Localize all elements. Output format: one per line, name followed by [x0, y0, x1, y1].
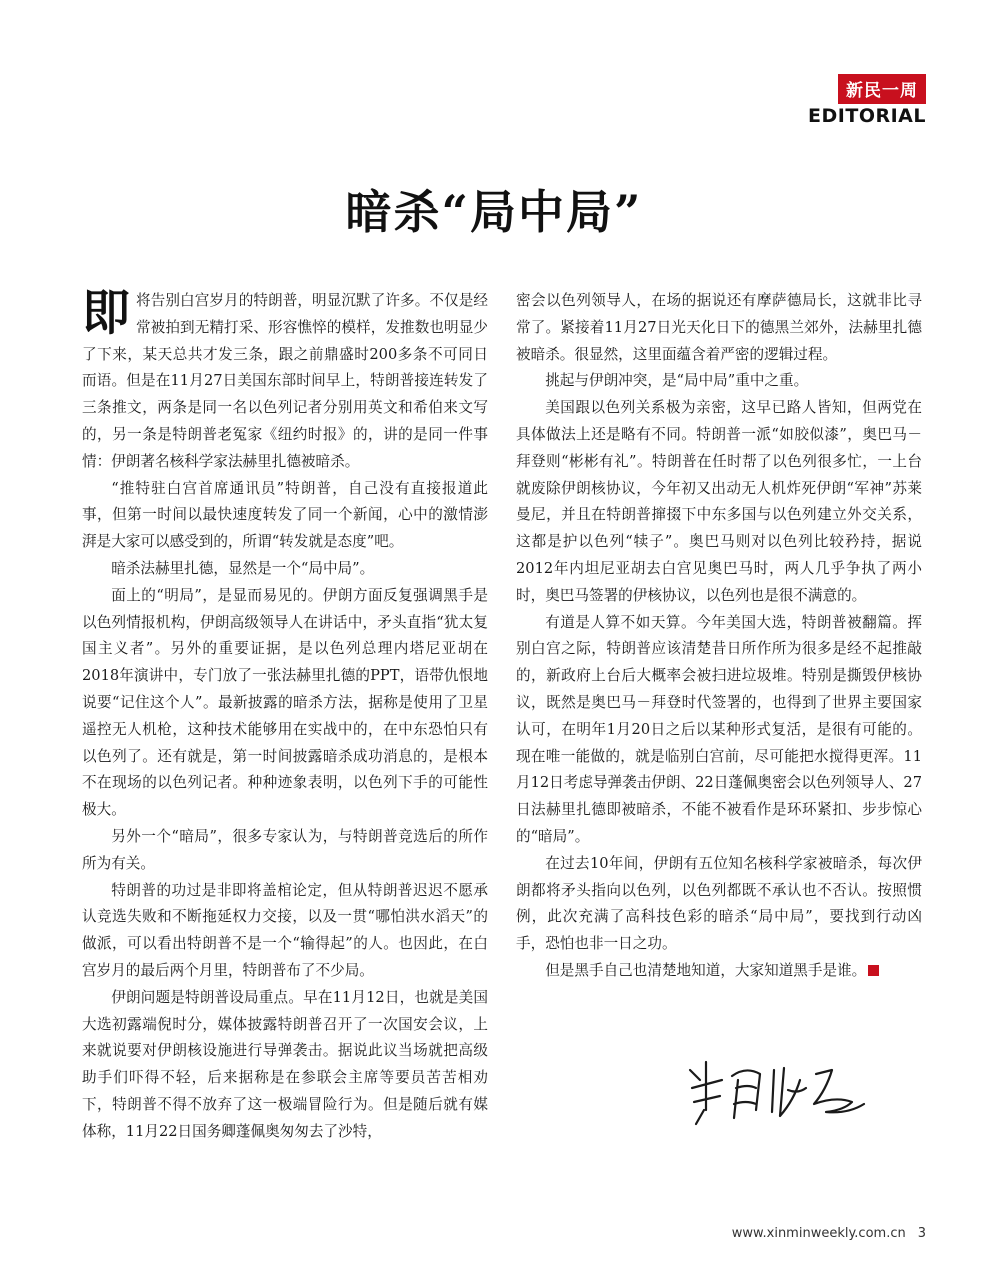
drop-cap: 即	[82, 285, 131, 341]
masthead	[806, 74, 926, 127]
article-paragraph-text: 将告别白宫岁月的特朗普，明显沉默了许多。不仅是经常被拍到无精打采、形容憔悴的模样，发推数也明显少了下来，某天总共才发三条，跟之前鼎盛时200多条不可同日而语。但是在11月27日美国东部时间早上，特朗普接连转发了三条推文，两条是同一名以色列记者分别用英文和希伯来文写的，另一条是特朗普老冤家《纽约时报》的，讲的是同一件事情：伊朗著名核科学家法赫里扎德被暗杀。	[82, 292, 488, 470]
article-paragraph: 挑起与伊朗冲突，是“局中局”重中之重。	[545, 372, 809, 390]
page-footer	[732, 1226, 926, 1241]
author-signature	[676, 1040, 876, 1140]
end-mark-icon: 民	[868, 965, 879, 976]
article-column-left	[82, 285, 488, 1146]
article-paragraph: 暗杀法赫里扎德，显然是一个“局中局”。	[111, 559, 375, 577]
page-number: 3	[917, 1226, 926, 1241]
article-paragraph: 密会以色列领导人，在场的据说还有摩萨德局长，这就非比寻常了。紧接着11月27日光天化日下的德黑兰郊外，法赫里扎德被暗杀。很显然，这里面蕴含着严密的逻辑过程。	[516, 292, 922, 363]
article-paragraph: 美国跟以色列关系极为亲密，这早已路人皆知，但两党在具体做法上还是略有不同。特朗普一派“如胶似漆”，奥巴马－拜登则“彬彬有礼”。特朗普在任时帮了以色列很多忙，一上台就废除伊朗核协议，今年初又出动无人机炸死伊朗“军神”苏莱曼尼，并且在特朗普撺掇下中东多国与以色列建立外交关系，这都是护以色列“犊子”。奥巴马则对以色列比较矜持，据说2012年内坦尼亚胡去白宫见奥巴马时，两人几乎争执了两小时，奥巴马签署的伊核协议，以色列也是很不满意的。	[516, 399, 922, 604]
article-paragraph: 在过去10年间，伊朗有五位知名核科学家被暗杀，每次伊朗都将矛头指向以色列，以色列都既不承认也不否认。按照惯例，此次充满了高科技色彩的暗杀“局中局”，要找到行动凶手，恐怕也非一日之功。	[516, 854, 922, 953]
article-paragraph: 面上的“明局”，是显而易见的。伊朗方面反复强调黑手是以色列情报机构，伊朗高级领导人在讲话中，矛头直指“犹太复国主义者”。另外的重要证据，是以色列总理内塔尼亚胡在2018年演讲中，专门放了一张法赫里扎德的PPT，语带仇恨地说要“记住这个人”。最新披露的暗杀方法，据称是使用了卫星遥控无人机枪，这种技术能够用在实战中的，在中东恐怕只有以色列了。还有就是，第一时间披露暗杀成功消息的，是根本不在现场的以色列记者。种种迹象表明，以色列下手的可能性极大。	[82, 586, 488, 819]
article-column-right	[516, 288, 922, 985]
article-paragraph	[82, 285, 488, 476]
article-paragraph: 有道是人算不如天算。今年美国大选，特朗普被翻篇。挥别白宫之际，特朗普应该清楚昔日所作所为很多是经不起推敲的，新政府上台后大概率会被扫进垃圾堆。特别是撕毁伊核协议，既然是奥巴马－拜登时代签署的，也得到了世界主要国家认可，在明年1月20日之后以某种形式复活，是很有可能的。现在唯一能做的，就是临别白宫前，尽可能把水搅得更浑。11月12日考虑导弹袭击伊朗、22日蓬佩奥密会以色列领导人、27日法赫里扎德即被暗杀，不能不被看作是环环紧扣、步步惊心的“暗局”。	[516, 613, 922, 845]
masthead-en-label: EDITORIAL	[808, 105, 926, 127]
article-paragraph-text: 但是黑手自己也清楚地知道，大家知道黑手是谁。	[545, 961, 867, 979]
article-paragraph: 另外一个“暗局”，很多专家认为，与特朗普竞选后的所作所为有关。	[82, 827, 488, 872]
masthead-cn-label: 新民一周	[838, 74, 926, 104]
article-paragraph: 伊朗问题是特朗普设局重点。早在11月12日，也就是美国大选初露端倪时分，媒体披露特朗普召开了一次国安会议，上来就说要对伊朗核设施进行导弹袭击。据说此议当场就把高级助手们吓得不轻，后来据称是在参联会主席等要员苦苦相劝下，特朗普不得不放弃了这一极端冒险行为。但是随后就有媒体称，11月22日国务卿蓬佩奥匆匆去了沙特，	[82, 988, 488, 1140]
article-paragraph: 特朗普的功过是非即将盖棺论定，但从特朗普迟迟不愿承认竞选失败和不断拖延权力交接，以及一贯“哪怕洪水滔天”的做派，可以看出特朗普不是一个“输得起”的人。也因此，在白宫岁月的最后两个月里，特朗普布了不少局。	[82, 881, 488, 979]
article-paragraph: “推特驻白宫首席通讯员”特朗普，自己没有直接报道此事，但第一时间以最快速度转发了同一个新闻，心中的激情澎湃是大家可以感受到的，所谓“转发就是态度”吧。	[82, 479, 488, 551]
article-paragraph	[516, 958, 922, 985]
article-headline: 暗杀“局中局”	[345, 185, 643, 239]
footer-url: www.xinminweekly.com.cn	[731, 1226, 906, 1241]
